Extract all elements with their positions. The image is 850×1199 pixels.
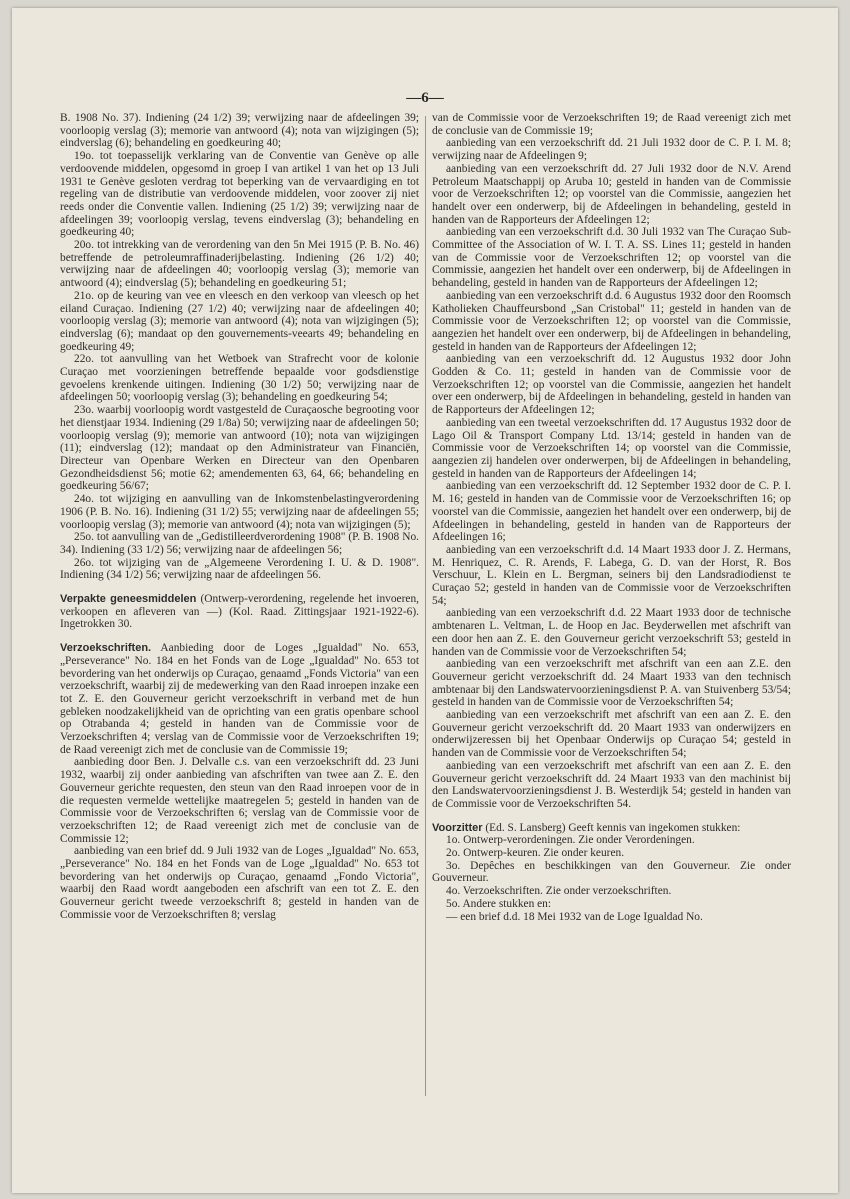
paragraph: 26o. tot wijziging van de „Algemeene Verordening I. U. & D. 1908". Indiening (34 1/2) 56; verwijzing naar de afdeelingen 56. <box>60 556 419 582</box>
paragraph: aanbieding van een verzoekschrift d.d. 6 Augustus 1932 door den Roomsch Katholieken Chauffeursbond „San Cristobal" 11; gesteld in handen van de Commissie voor de Verzoekschriften 12; op voorstel van die Commissie, aangezien het handelt over een onderwerp, bij de Afdeelingen in behandeling, gesteld in handen van de Rapporteurs der Afdeelingen 12; <box>432 289 791 353</box>
section-text: (Ontwerp-verordening, regelende het invoeren, verkoopen en afleveren van —) (Kol. Raad. Zittingsjaar 1921-1922-6). Ingetrokken 30. <box>60 593 419 631</box>
paragraph: aanbieding van een verzoekschrift dd. 12 September 1932 door de C. P. I. M. 16; gesteld in handen van de Commissie voor de Verzoekschriften 16; op voorstel van die Commissie, aangezien het handelt over een onderwerp, bij de Afdeelingen in behandeling, gesteld in handen van de Rapporteurs der Afdeelingen 16; <box>432 480 791 544</box>
paragraph: 19o. tot toepasselijk verklaring van de Conventie van Genève op alle verdoovende middelen, opgesomd in groep I van artikel 1 van het op 13 Juli 1931 te Genève gesloten verdrag tot beperking van de vervaardiging en tot regeling van de distributie van verdoovende middelen, voor zoover zij niet reeds onder die Conventie vallen. Indiening (25 1/2) 39; verwijzing naar de afdeelingen 39; voorloopig verslag, tevens eindverslag (3); behandeling en goedkeuring 40; <box>60 150 419 239</box>
section-voorzitter <box>432 822 791 835</box>
paragraph: aanbieding van een verzoekschrift d.d. 30 Juli 1932 van The Curaçao Sub-Committee of the Association of W. I. T. A. SS. Lines 11; gesteld in handen van de Commissie voor de Verzoekschriften 12; op voorstel van die Commissie, aangezien het handelt over een onderwerp, bij de Afdeelingen in behandeling, gesteld in handen van de Rapporteurs der Afdeelingen 12; <box>432 226 791 290</box>
paragraph: aanbieding van een verzoekschrift d.d. 14 Maart 1933 door J. Z. Hermans, M. Henriquez, C. R. Arends, F. Labega, G. D. van der Horst, R. Bos Verschuur, L. Klein en L. Bergman, seiners bij den Landsradiodienst te Curaçao 52; gesteld in handen van de Commissie voor de Verzoekschriften 54; <box>432 543 791 607</box>
section-heading: Voorzitter <box>432 821 483 834</box>
list-item: 4o. Verzoekschriften. Zie onder verzoekschriften. <box>446 885 672 898</box>
section-verzoekschriften <box>60 642 419 756</box>
paragraph: aanbieding van een verzoekschrift met afschrift van een aan Z. E. den Gouverneur gericht verzoekschrift dd. 20 Maart 1933 van onderwijzers en onderwijzeressen bij het Openbaar Onderwijs op Curaçao 54; gesteld in handen van de Commissie voor de Verzoekschriften 54; <box>432 709 791 760</box>
section-heading: Verpakte geneesmiddelen <box>60 593 197 606</box>
paragraph: 25o. tot aanvulling van de „Gedistilleerdverordening 1908" (P. B. 1908 No. 34). Indiening (33 1/2) 56; verwijzing naar de afdeelingen 56; <box>60 531 419 556</box>
page-number: —6— <box>406 90 444 106</box>
list-item: — een brief d.d. 18 Mei 1932 van de Loge Igualdad No. <box>446 910 703 923</box>
paragraph: aanbieding van een verzoekschrift dd. 27 Juli 1932 door de N.V. Arend Petroleum Maatschappij op Aruba 10; gesteld in handen van de Commissie voor de Verzoekschriften 12; op voorstel van die Commissie, aangezien het handelt over een onderwerp, bij de Afdeelingen in behandeling, gesteld in handen van de Rapporteurs der Afdeelingen 12; <box>432 162 791 226</box>
section-text: (Ed. S. Lansberg) Geeft kennis van ingekomen stukken: <box>482 821 741 834</box>
paragraph: 24o. tot wijziging en aanvulling van de Inkomstenbelastingverordening 1906 (P. B. No. 16). Indiening (31 1/2) 55; verwijzing naar de afdeelingen 55; voorloopig verslag (3); memorie van antwoord (4); nota van wijzigingen (5); <box>60 493 419 531</box>
list-item: 5o. Andere stukken en: <box>446 897 552 910</box>
left-column <box>60 112 419 922</box>
document-page <box>12 8 838 1193</box>
paragraph: 20o. tot intrekking van de verordening van den 5n Mei 1915 (P. B. No. 46) betreffende de petroleumraffinaderijbelasting. Indiening (26 1/2) 40; verwijzing naar de afdeelingen 40; voorloopig verslag (3); memorie van antwoord (4); eindverslag (5); behandeling en goedkeuring 51; <box>60 239 419 290</box>
paragraph: B. 1908 No. 37). Indiening (24 1/2) 39; verwijzing naar de afdeelingen 39; voorloopig verslag (3); memorie van antwoord (4); nota van wijzigingen (5); eindverslag (6); behandeling en goedkeuring 40; <box>60 112 419 150</box>
paragraph: van de Commissie voor de Verzoekschriften 19; de Raad vereenigt zich met de conclusie van de Commissie 19; <box>432 112 791 137</box>
list-item: 2o. Ontwerp-keuren. Zie onder keuren. <box>446 847 625 860</box>
paragraph: aanbieding van een verzoekschrift met afschrift van een aan Z. E. den Gouverneur gericht verzoekschrift dd. 24 Maart 1933 van den machinist bij den Landswatervoorzieningsdienst J. B. Westerdijk 54; gesteld in handen van de Commissie voor de Verzoekschriften 54. <box>432 759 791 810</box>
section-heading: Verzoekschriften. <box>60 642 152 655</box>
paragraph: aanbieding van een verzoekschrift dd. 12 Augustus 1932 door John Godden & Co. 11; gesteld in handen van de Commissie voor de Verzoekschriften 12; op voorstel van die Commissie, aangezien het handelt over een onderwerp, bij de Afdeelingen in behandeling, gesteld in handen van de Rapporteurs der Afdeelingen 12; <box>432 353 791 417</box>
section-verpakte-geneesmiddelen <box>60 593 419 631</box>
paragraph: 22o. tot aanvulling van het Wetboek van Strafrecht voor de kolonie Curaçao met voorzieningen betreffende bepaalde voor godsdienstige gevoelens krenkende uitingen. Indiening (30 1/2) 50; verwijzing naar de afdeelingen 50; voorloopig verslag (3); behandeling en goedkeuring 54; <box>60 353 419 404</box>
list-item: 3o. Depêches en beschikkingen van den Gouverneur. Zie onder Gouverneur. <box>432 859 791 885</box>
list-item: 1o. Ontwerp-verordeningen. Zie onder Verordeningen. <box>446 834 695 847</box>
paragraph: aanbieding door Ben. J. Delvalle c.s. van een verzoekschrift dd. 23 Juni 1932, waarbij zij onder aanbieding van afschriften van twee aan Z. E. den Gouverneur gerichte requesten, den steun van den Raad inroepen voor de in die requesten vermelde wettelijke maatregelen 5; gesteld in handen van de Commissie voor de Verzoekschriften 6; verslag van de Commissie voor de verzoekschriften 12; de Raad vereenigt zich met de conclusie van de Commissie 12; <box>60 756 419 845</box>
paragraph: 23o. waarbij voorloopig wordt vastgesteld de Curaçaosche begrooting voor het dienstjaar 1934. Indiening (29 1/8a) 50; verwijzing naar de afdeelingen 50; voorloopig verslag (9); memorie van antwoord (10); nota van wijzigingen (11); eindverslag (12); mandaat op den Administrateur van Financiën, Directeur van Openbare Werken en Directeur van den Openbaren Gezondheidsdienst 56; motie 62; amendementen 63, 64, 66; behandeling en goedkeuring 56/67; <box>60 404 419 493</box>
paragraph: aanbieding van een verzoekschrift dd. 21 Juli 1932 door de C. P. I. M. 8; verwijzing naar de Afdeelingen 9; <box>432 137 791 163</box>
paragraph: aanbieding van een tweetal verzoekschriften dd. 17 Augustus 1932 door de Lago Oil & Transport Company Ltd. 13/14; gesteld in handen van de Commissie voor de Verzoekschriften 14; op voorstel van die Commissie, aangezien zij handelen over onderwerpen, bij de Afdeelingen in behandeling, gesteld in handen van de Rapporteurs der Afdeelingen 14; <box>432 416 791 480</box>
right-column <box>432 112 791 923</box>
column-divider <box>425 116 426 1096</box>
paragraph: aanbieding van een verzoekschrift met afschrift van een aan Z.E. den Gouverneur gericht verzoekschrift dd. 24 Maart 1933 van den technisch ambtenaar bij den Landswatervoorzieningsdienst P. A. van Stuivenberg 53/54; gesteld in handen van de Commissie voor de Verzoekschriften 54; <box>432 658 791 709</box>
paragraph: 21o. op de keuring van vee en vleesch en den verkoop van vleesch op het eiland Curaçao. Indiening (27 1/2) 40; verwijzing naar de afdeelingen 40; voorloopig verslag (3); memorie van antwoord (4); nota van wijzigingen (5); eindverslag (6); mandaat op den gouvernements-veearts 49; behandeling en goedkeuring 49; <box>60 289 419 353</box>
section-text: Aanbieding door de Loges „Igualdad" No. 653, „Perseverance" No. 184 en het Fonds van de Loge „Igualdad" No. 653 tot bevordering van het onderwijs op Curaçao, genaamd „Fonds Victoria" van een verzoekschrift, waarbij zij de medewerking van den Raad inroepen inzake een tot Z. E. den Gouverneur gericht verzoekschrift in verband met de hun gebleken noodzakelijkheid van de oprichting van een gratis openbare school op Otrabanda 4; gesteld in handen van de Commissie voor de Verzoekschriften 4; verslag van de Commissie voor de Verzoekschriften 19; de Raad vereenigt zich met de conclusie van de Commissie 19; <box>60 642 419 756</box>
paragraph: aanbieding van een brief dd. 9 Juli 1932 van de Loges „Igualdad" No. 653, „Perseverance" No. 184 en het Fonds van de Loge „Igualdad" No. 653 tot bevordering van het onderwijs op Curaçao, genaamd „Fondo Victoria", waarbij den Raad wordt aangeboden een afschrift van een tot Z. E. den Gouverneur gericht tweede verzoekschrift 8; gesteld in handen van de Commissie voor de Verzoekschriften 8; verslag <box>60 845 419 921</box>
paragraph: aanbieding van een verzoekschrift d.d. 22 Maart 1933 door de technische ambtenaren L. Veltman, L. de Hoop en Jac. Beyderwellen met afschrift van een door hen aan Z. E. den Gouverneur gericht verzoekschrift 53; gesteld in handen van de Commissie voor de Verzoekschriften 54; <box>432 607 791 658</box>
